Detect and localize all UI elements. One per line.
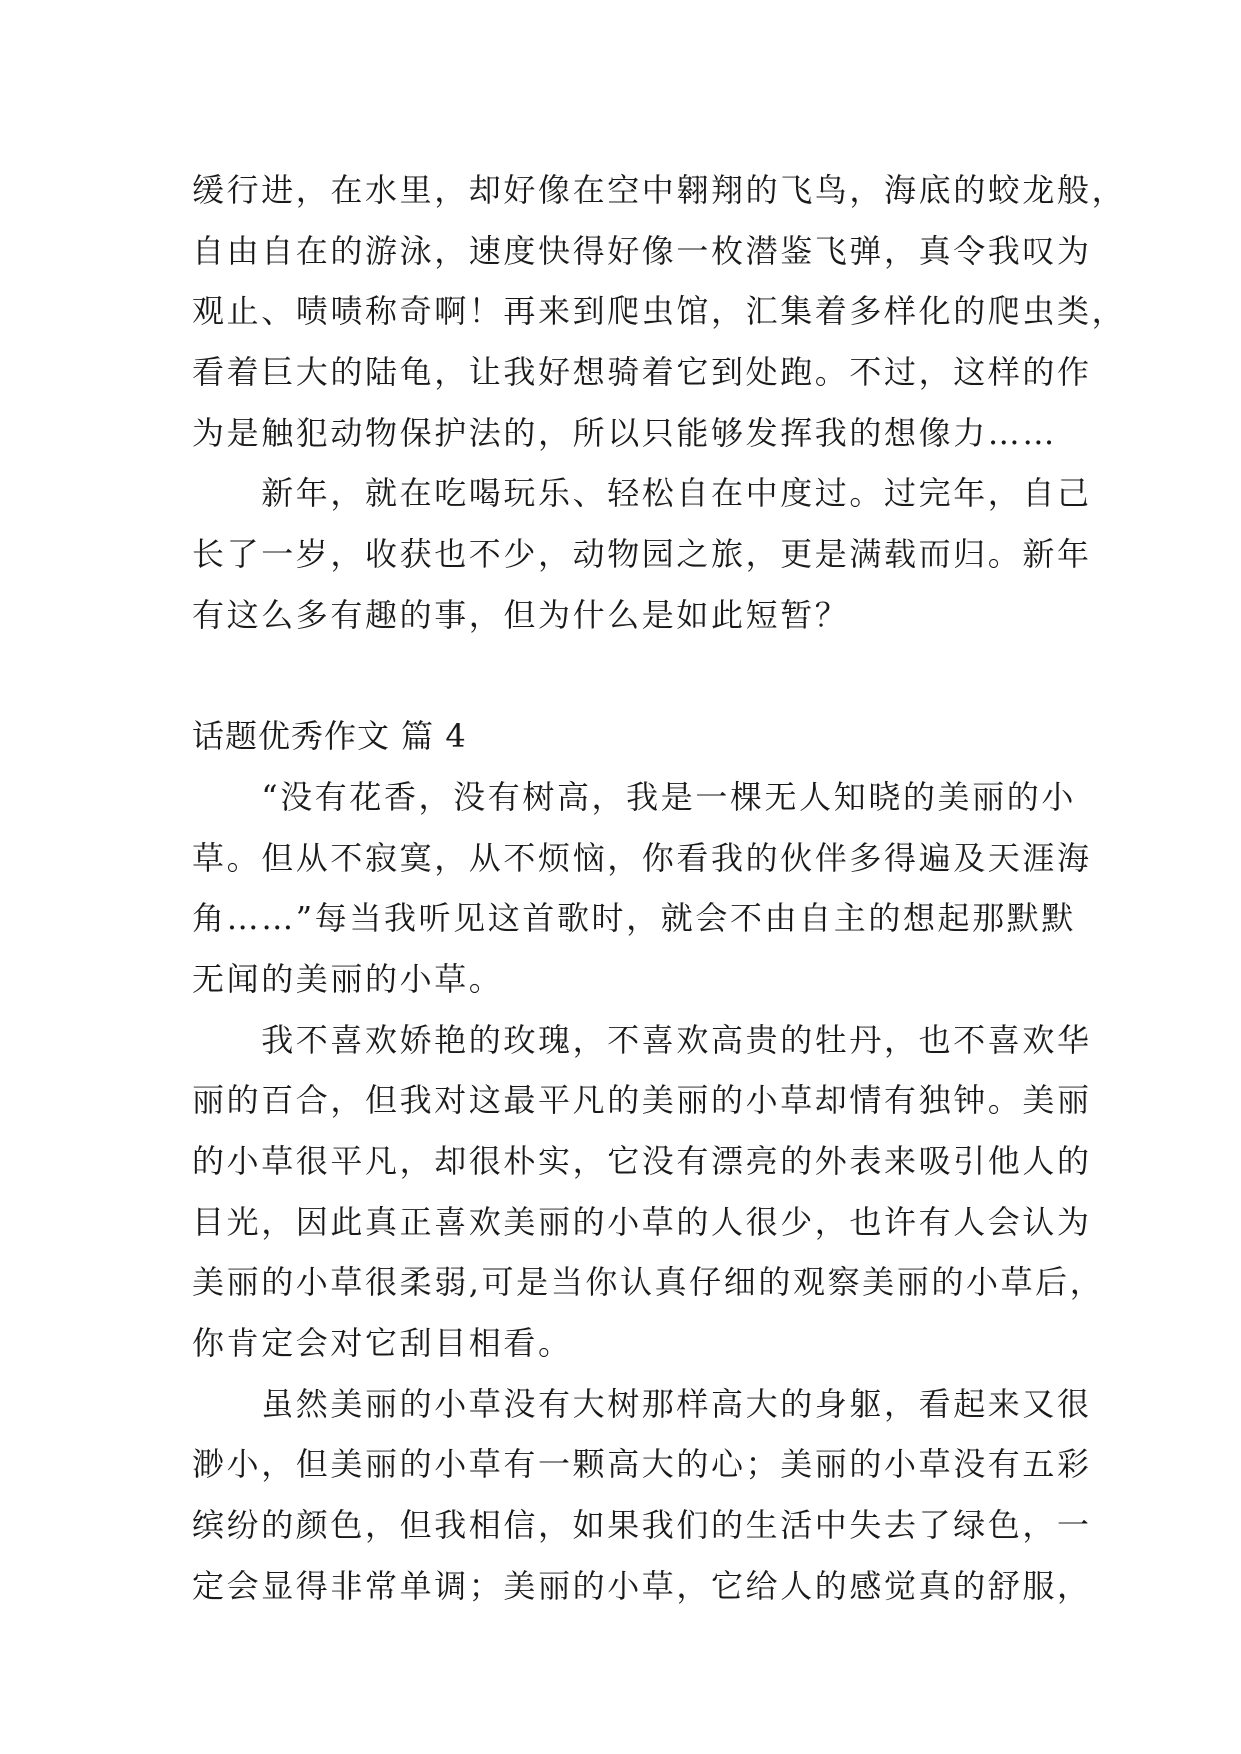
paragraph-song <box>192 767 1092 1010</box>
text-line: 定会显得非常单调；美丽的小草，它给人的感觉真的舒服， <box>192 1566 1092 1605</box>
text-line: 看着巨大的陆龟，让我好想骑着它到处跑。不过，这样的作 <box>192 353 1092 392</box>
text-line: 角……”每当我听见这首歌时，就会不由自主的想起那默默 <box>192 899 1076 938</box>
text-line: 渺小，但美丽的小草有一颗高大的心；美丽的小草没有五彩 <box>192 1445 1092 1484</box>
blank-line <box>192 646 1060 707</box>
text-line: 目光，因此真正喜欢美丽的小草的人很少，也许有人会认为 <box>192 1202 1092 1241</box>
text-line: 美丽的小草很柔弱,可是当你认真仔细的观察美丽的小草后， <box>192 1263 1105 1302</box>
text-line: 你肯定会对它刮目相看。 <box>192 1324 573 1363</box>
text-line: 虽然美丽的小草没有大树那样高大的身躯，看起来又很 <box>192 1384 1092 1423</box>
text-line: 缓行进，在水里，却好像在空中翱翔的飞鸟，海底的蛟龙般， <box>192 171 1127 209</box>
text-line: 自由自在的游泳，速度快得好像一枚潜鉴飞弹，真令我叹为 <box>192 231 1092 270</box>
text-line: 观止、啧啧称奇啊！再来到爬虫馆，汇集着多样化的爬虫类， <box>192 292 1127 331</box>
text-line: “没有花香，没有树高，我是一棵无人知晓的美丽的小 <box>192 777 1076 816</box>
text-line: 缤纷的颜色，但我相信，如果我们的生活中失去了绿色，一 <box>192 1506 1092 1545</box>
paragraph-new-year <box>192 463 1092 645</box>
text-line: 长了一岁，收获也不少，动物园之旅，更是满载而归。新年 <box>192 535 1092 574</box>
section-heading: 话题优秀作文 篇 4 <box>192 717 467 756</box>
paragraph-preference <box>192 1010 1105 1374</box>
text-line: 丽的百合，但我对这最平凡的美丽的小草却情有独钟。美丽 <box>192 1081 1092 1120</box>
paragraph-grass-heart <box>192 1374 1092 1617</box>
text-line: 我不喜欢娇艳的玫瑰，不喜欢高贵的牡丹，也不喜欢华 <box>192 1020 1092 1059</box>
text-line: 新年，就在吃喝玩乐、轻松自在中度过。过完年，自己 <box>192 474 1092 513</box>
text-line: 草。但从不寂寞，从不烦恼，你看我的伙伴多得遍及天涯海 <box>192 838 1092 877</box>
document-body <box>192 160 1127 1617</box>
paragraph-continued <box>192 160 1127 463</box>
text-line: 有这么多有趣的事，但为什么是如此短暂？ <box>192 595 850 634</box>
text-line: 无闻的美丽的小草。 <box>192 959 504 998</box>
text-line: 为是触犯动物保护法的，所以只能够发挥我的想像力…… <box>192 413 1058 452</box>
text-line: 的小草很平凡，却很朴实，它没有漂亮的外表来吸引他人的 <box>192 1142 1092 1180</box>
